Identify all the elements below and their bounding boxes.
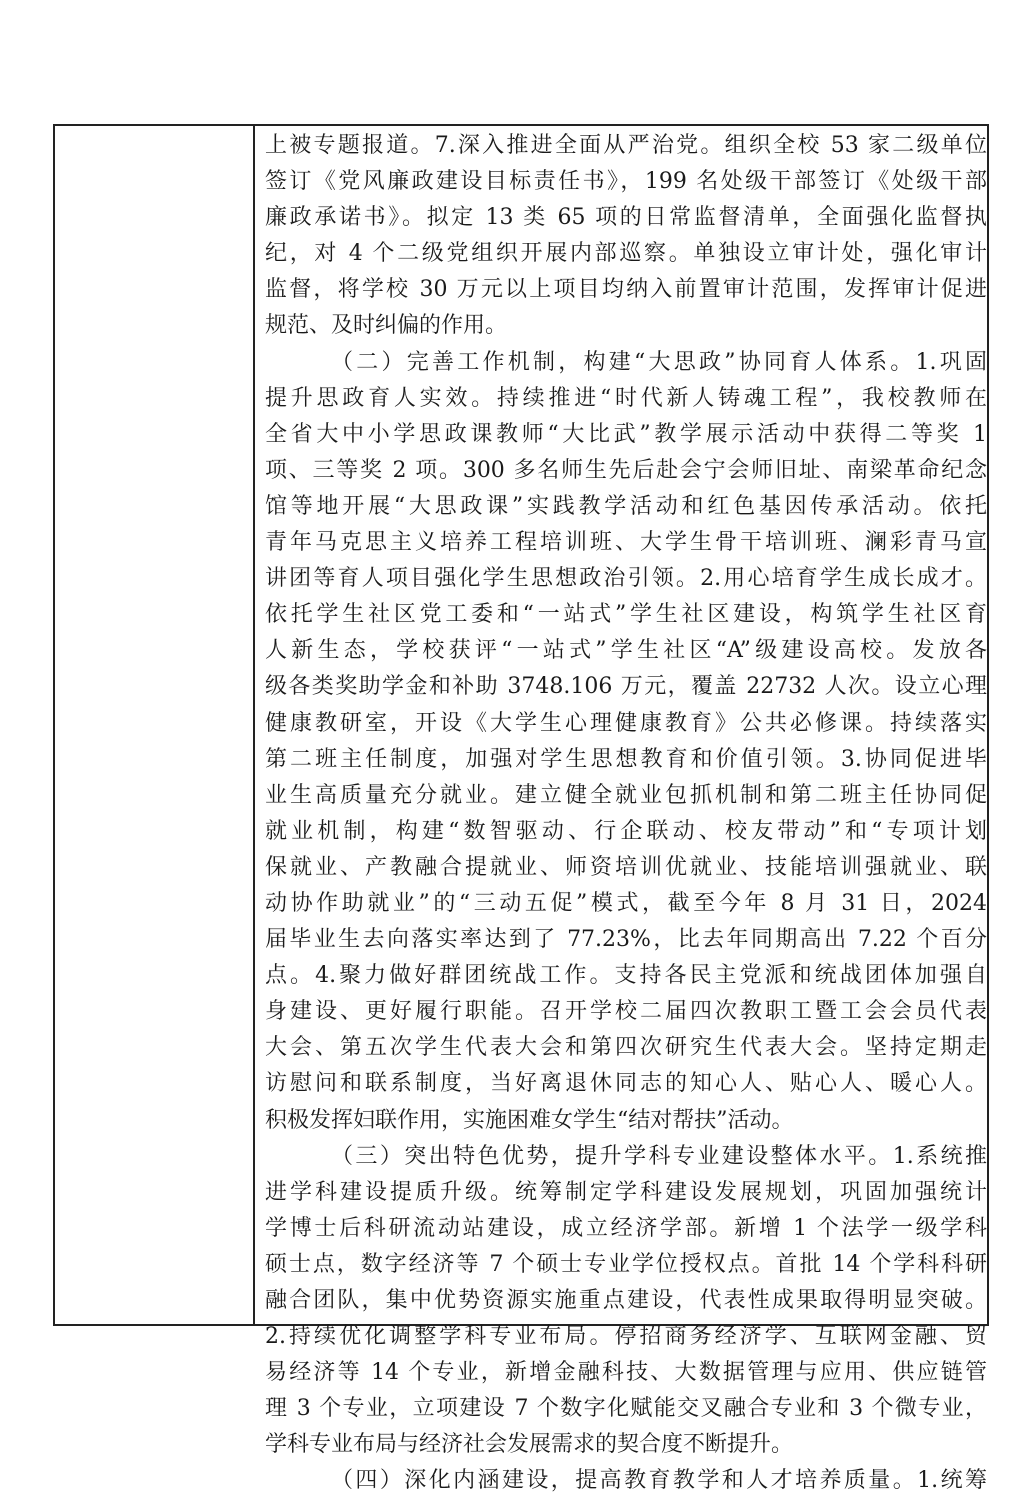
text-line: 依托学生社区党工委和“一站式”学生社区建设，构筑学生社区育 <box>265 602 987 628</box>
text-line: 馆等地开展“大思政课”实践教学活动和红色基因传承活动。依托 <box>265 493 987 519</box>
text-line: 签订《党风廉政建设目标责任书》，199 名处级干部签订《处级干部 <box>265 169 987 195</box>
text-line: 就业机制，构建“数智驱动、行企联动、校友带动”和“专项计划 <box>265 818 987 844</box>
text-line: 人新生态，学校获评“一站式”学生社区“A”级建设高校。发放各 <box>265 638 987 664</box>
text-line: 易经济等 14 个专业，新增金融科技、大数据管理与应用、供应链管 <box>265 1360 987 1386</box>
text-line: 规范、及时纠偏的作用。 <box>265 313 508 339</box>
form-table <box>53 124 989 1494</box>
text-line: 纪，对 4 个二级党组织开展内部巡察。单独设立审计处，强化审计 <box>265 241 987 267</box>
content-cell <box>265 128 987 1500</box>
text-line: 业生高质量充分就业。建立健全就业包抓机制和第二班主任协同促 <box>265 782 987 808</box>
text-line: 2.持续优化调整学科专业布局。停招商务经济学、互联网金融、贸 <box>265 1324 987 1350</box>
text-line: 级各类奖助学金和补助 3748.106 万元，覆盖 22732 人次。设立心理 <box>265 674 987 700</box>
text-line: 身建设、更好履行职能。召开学校二届四次教职工暨工会会员代表 <box>265 999 987 1025</box>
text-line: 学博士后科研流动站建设，成立经济学部。新增 1 个法学一级学科 <box>265 1215 987 1241</box>
text-line: 监督，将学校 30 万元以上项目均纳入前置审计范围，发挥审计促进 <box>265 277 987 303</box>
text-line: 全省大中小学思政课教师“大比武”教学展示活动中获得二等奖 1 <box>265 421 987 447</box>
text-line: 保就业、产教融合提就业、师资培训优就业、技能培训强就业、联 <box>265 854 987 880</box>
text-line: 提升思政育人实效。持续推进“时代新人铸魂工程”，我校教师在 <box>265 385 987 411</box>
section-heading-line: （二）完善工作机制，构建“大思政”协同育人体系。1.巩固 <box>331 349 987 375</box>
text-line: 访慰问和联系制度，当好离退休同志的知心人、贴心人、暖心人。 <box>265 1071 987 1097</box>
text-line: 大会、第五次学生代表大会和第四次研究生代表大会。坚持定期走 <box>265 1035 987 1061</box>
text-line: 上被专题报道。7.深入推进全面从严治党。组织全校 53 家二级单位 <box>265 133 987 158</box>
text-line: 理 3 个专业，立项建设 7 个数字化赋能交叉融合专业和 3 个微专业， <box>265 1396 987 1422</box>
text-line: 进学科建设提质升级。统筹制定学科建设发展规划，巩固加强统计 <box>265 1179 987 1205</box>
text-line: 项、三等奖 2 项。300 多名师生先后赴会宁会师旧址、南梁革命纪念 <box>265 457 987 483</box>
text-line: 第二班主任制度，加强对学生思想教育和价值引领。3.协同促进毕 <box>265 746 987 772</box>
section-heading-line: （四）深化内涵建设，提高教育教学和人才培养质量。1.统筹 <box>331 1468 987 1494</box>
text-line: 融合团队，集中优势资源实施重点建设，代表性成果取得明显突破。 <box>265 1288 987 1313</box>
text-line: 点。4.聚力做好群团统战工作。支持各民主党派和统战团体加强自 <box>265 963 987 989</box>
text-line: 廉政承诺书》。拟定 13 类 65 项的日常监督清单，全面强化监督执 <box>265 205 987 231</box>
text-line: 学科专业布局与经济社会发展需求的契合度不断提升。 <box>265 1432 794 1458</box>
text-line: 健康教研室，开设《大学生心理健康教育》公共必修课。持续落实 <box>265 710 987 736</box>
text-line: 积极发挥妇联作用，实施困难女学生“结对帮扶”活动。 <box>265 1107 794 1133</box>
text-line: 届毕业生去向落实率达到了 77.23%，比去年同期高出 7.22 个百分 <box>265 927 987 953</box>
text-line: 讲团等育人项目强化学生思想政治引领。2.用心培育学生成长成才。 <box>265 566 987 592</box>
text-line: 动协作助就业”的“三动五促”模式，截至今年 8 月 31 日，2024 <box>265 890 987 916</box>
section-heading-line: （三）突出特色优势，提升学科专业建设整体水平。1.系统推 <box>331 1143 987 1169</box>
text-line: 青年马克思主义培养工程培训班、大学生骨干培训班、澜彩青马宣 <box>265 530 987 556</box>
label-column <box>55 126 255 1324</box>
text-line: 硕士点，数字经济等 7 个硕士专业学位授权点。首批 14 个学科科研 <box>265 1251 987 1277</box>
